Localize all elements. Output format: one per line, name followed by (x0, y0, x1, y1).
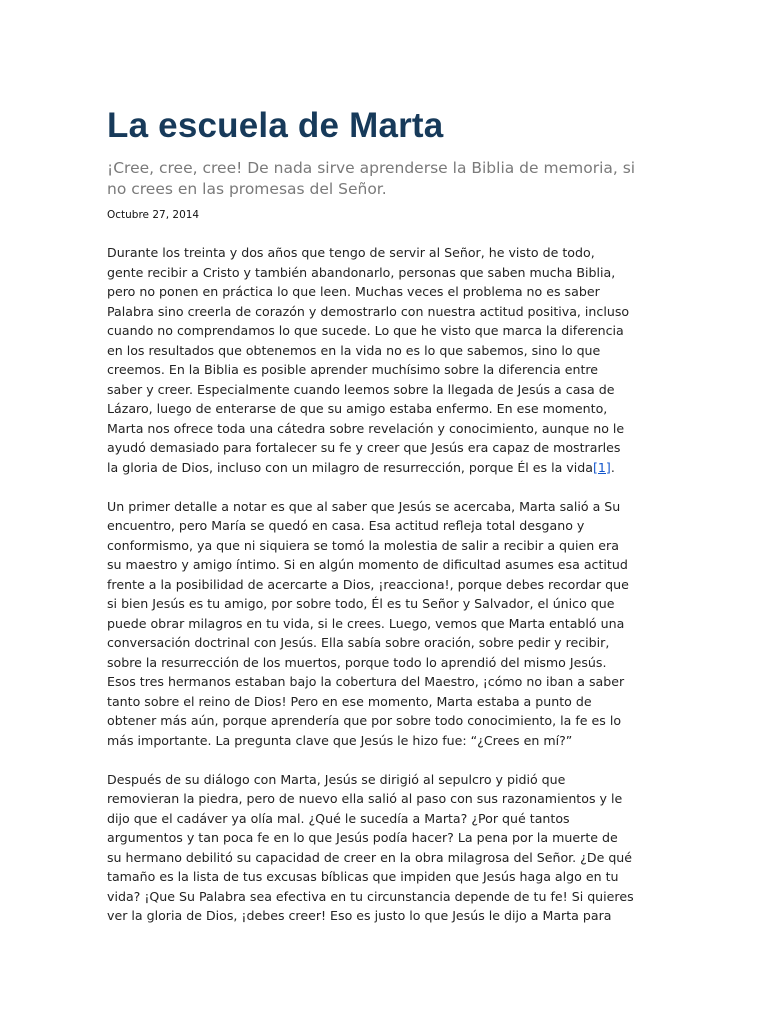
line-text: argumentos y tan poca fe en lo que Jesús podía hacer? La pena por la muerte de (107, 830, 618, 845)
line-text: Palabra sino creerla de corazón y demostrarlo con nuestra actitud positiva, incluso (107, 303, 630, 319)
line-tail: . (610, 459, 615, 475)
line-text: dijo que el cadáver ya olía mal. ¿Qué le sucedía a Marta? ¿Por qué tantos (107, 810, 570, 826)
article-date: Octubre 27, 2014 (107, 209, 200, 221)
line-text: en los resultados que obtenemos en la vida no es lo que sabemos, sino lo que (107, 342, 601, 358)
subtitle-line: ¡Cree, cree, cree! De nada sirve aprenderse la Biblia de memoria, si (107, 159, 636, 177)
text-line (107, 906, 707, 926)
line-text: la gloria de Dios, incluso con un milagro de resurrección, porque Él es la vida (107, 459, 593, 475)
line-text: encuentro, pero María se quedó en casa. Esa actitud refleja total desgano y (107, 518, 585, 533)
line-text: si bien Jesús es tu amigo, por sobre todo, Él es tu Señor y Salvador, el único que (107, 596, 615, 611)
text-line (107, 731, 707, 751)
text-line (107, 848, 707, 868)
line-text: puede obrar milagros en tu vida, si le crees. Luego, vemos que Marta entabló una (107, 615, 625, 631)
text-line (107, 438, 707, 458)
text-line (107, 360, 707, 380)
line-text: frente a la posibilidad de acercarte a Dios, ¡reacciona!, porque debes recordar que (107, 576, 629, 592)
line-text: conversación doctrinal con Jesús. Ella sabía sobre oración, sobre pedir y recibir, (107, 635, 610, 650)
article-title: La escuela de Marta (107, 106, 444, 145)
text-line (107, 380, 707, 400)
paragraph (107, 243, 707, 477)
text-line (107, 282, 707, 302)
text-line (107, 243, 707, 263)
text-line (107, 341, 707, 361)
line-text: Después de su diálogo con Marta, Jesús se dirigió al sepulcro y pidió que (107, 771, 566, 787)
text-line (107, 711, 707, 731)
text-line (107, 419, 707, 439)
line-text: saber y creer. Especialmente cuando leemos sobre la llegada de Jesús a casa de (107, 381, 615, 397)
text-line (107, 575, 707, 595)
paragraph (107, 497, 707, 751)
text-line (107, 633, 707, 653)
line-text: gente recibir a Cristo y también abandonarlo, personas que saben mucha Biblia, (107, 264, 616, 280)
article-subtitle (107, 158, 707, 200)
text-line (107, 555, 707, 575)
line-text: obtener más aún, porque aprendería que por sobre todo conocimiento, la fe es lo (107, 713, 622, 728)
line-text: creemos. En la Biblia es posible aprender muchísimo sobre la diferencia entre (107, 362, 599, 377)
text-line (107, 770, 707, 790)
text-line (107, 809, 707, 829)
text-line (107, 302, 707, 322)
line-text: más importante. La pregunta clave que Jesús le hizo fue: “¿Crees en mí?” (107, 732, 573, 748)
line-text: Un primer detalle a notar es que al saber que Jesús se acercaba, Marta salió a Su (107, 498, 621, 514)
text-line (107, 458, 707, 478)
text-line (107, 321, 707, 341)
text-line (107, 789, 707, 809)
line-text: Marta nos ofrece toda una cátedra sobre revelación y conocimiento, aunque no le (107, 420, 625, 436)
text-line (107, 536, 707, 556)
text-line (107, 867, 707, 887)
line-text: tamaño es la lista de tus excusas bíblicas que impiden que Jesús haga algo en tu (107, 869, 619, 884)
text-line (107, 594, 707, 614)
text-line (107, 828, 707, 848)
line-text: su hermano debilitó su capacidad de creer en la obra milagrosa del Señor. ¿De qué (107, 849, 633, 865)
line-text: Esos tres hermanos estaban bajo la cobertura del Maestro, ¡cómo no iban a saber (107, 674, 625, 689)
line-text: pero no ponen en práctica lo que leen. Muchas veces el problema no es saber (107, 284, 600, 299)
subtitle-line: no crees en las promesas del Señor. (107, 180, 387, 198)
line-text: removieran la piedra, pero de nuevo ella salió al paso con sus razonamientos y le (107, 791, 623, 806)
text-line (107, 653, 707, 673)
line-text: conformismo, ya que ni siquiera se tomó la molestia de salir a recibir a quien era (107, 537, 619, 553)
text-line (107, 516, 707, 536)
text-line (107, 263, 707, 283)
line-text: sobre la resurrección de los muertos, porque todo lo aprendió del mismo Jesús. (107, 654, 607, 670)
footnote-link[interactable]: [1] (592, 459, 611, 475)
text-line (107, 399, 707, 419)
text-line (107, 692, 707, 712)
article-body (107, 243, 707, 926)
paragraph (107, 770, 707, 926)
line-text: cuando no comprendamos lo que sucede. Lo que he visto que marca la diferencia (107, 323, 624, 338)
text-line (107, 887, 707, 907)
line-text: ayudó demasiado para fortalecer su fe y creer que Jesús era capaz de mostrarles (107, 440, 621, 455)
line-text: su maestro y amigo íntimo. Si en algún momento de dificultad asumes esa actitud (107, 557, 628, 572)
line-text: vida? ¡Que Su Palabra sea efectiva en tu circunstancia depende de tu fe! Si quieres (107, 888, 634, 904)
article (107, 104, 707, 945)
line-text: Durante los treinta y dos años que tengo de servir al Señor, he visto de todo, (107, 245, 595, 260)
text-line (107, 614, 707, 634)
line-text: Lázaro, luego de enterarse de que su amigo estaba enfermo. En ese momento, (107, 401, 608, 416)
line-text: tanto sobre el reino de Dios! Pero en ese momento, Marta estaba a punto de (107, 693, 592, 709)
text-line (107, 672, 707, 692)
line-text: ver la gloria de Dios, ¡debes creer! Eso es justo lo que Jesús le dijo a Marta para (107, 908, 612, 923)
text-line (107, 497, 707, 517)
